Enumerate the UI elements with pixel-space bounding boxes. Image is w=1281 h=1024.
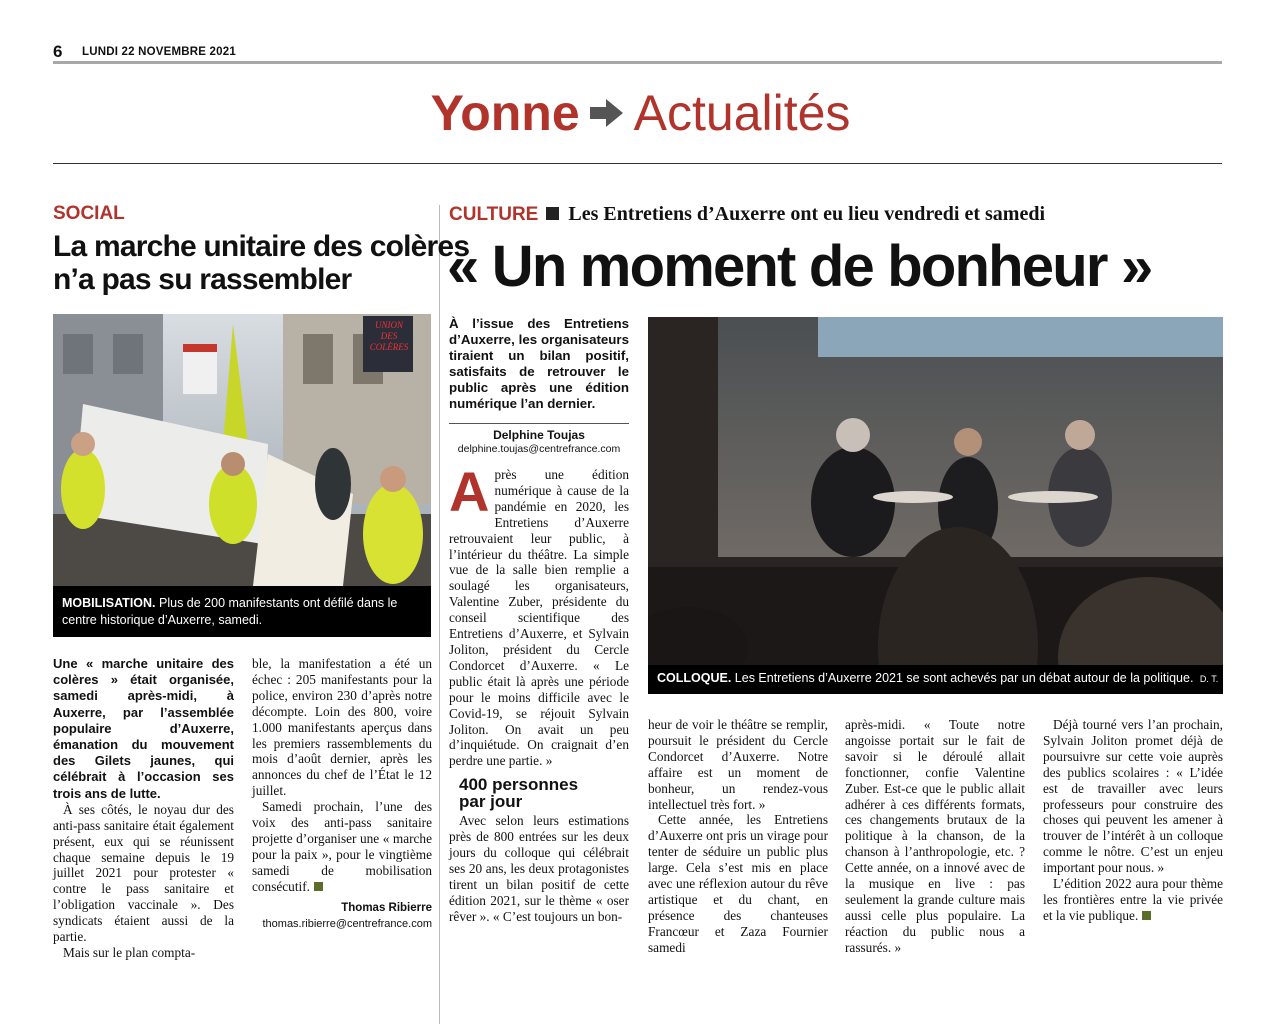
left-caption-text: Plus de 200 manifestants ont défilé dans le centre historique d’Auxerre, samedi.	[62, 596, 398, 627]
left-title-line1: La marche unitaire des colères	[53, 230, 470, 263]
right-kicker-row	[449, 203, 1045, 226]
page-number: 6	[53, 42, 63, 61]
left-photo-demonstration	[53, 314, 431, 586]
right-col4-p2-wrap	[1043, 876, 1223, 924]
right-col2-p2: Cette année, les Entretiens d’Auxerre ont pris un virage pour tenter de séduire un public plus large. Cela s’est mis en place avec une réflexion autour du rêve artistique et du chant, en présence des chanteuses Francœur et Zaza Fournier samedi	[648, 812, 828, 955]
header-bottom-rule	[53, 163, 1222, 164]
left-col2-p2: Samedi prochain, l’une des voix des anti-pass sanitaire projette d’organiser une « marche pour la paix », pour le vingtième samedi de mobilisation consécutif.	[252, 799, 432, 894]
right-col1-p2: Avec selon leurs estimations près de 800 entrées sur les deux jours du colloque qui célébrait ses 20 ans, les deux protagonistes tirent un bilan positif de cette édition 2021, sur le thème « oser rêver ». « C’est toujours un bon-	[449, 813, 629, 924]
left-lead: Une « marche unitaire des colères » était organisée, samedi après-midi, à Auxerre, par l’assemblée populaire d’Auxerre, émanation du mouvement des Gilets jaunes, qui célébrait à l’occasion ses trois ans de lutte.	[53, 656, 234, 801]
left-photo-caption	[53, 586, 431, 637]
left-col1-p2: Mais sur le plan compta-	[63, 944, 196, 960]
left-column-2	[252, 656, 432, 932]
byline-rule	[449, 423, 629, 424]
right-col4-p2: L’édition 2022 aura pour thème les frontières entre la vie privée et la vie publique.	[1043, 876, 1223, 923]
dropcap-letter: A	[449, 460, 490, 523]
right-email: delphine.toujas@centrefrance.com	[457, 443, 621, 455]
right-caption-credit: D. T.	[1199, 674, 1219, 684]
right-column-2	[648, 717, 828, 956]
right-column-1	[449, 460, 629, 925]
right-kicker-text: Les Entretiens d’Auxerre ont eu lieu vendredi et samedi	[568, 203, 1045, 225]
right-caption-label: COLLOQUE.	[657, 671, 732, 685]
right-kicker: CULTURE	[449, 204, 539, 225]
left-author: Thomas Ribierre	[341, 901, 432, 914]
header-top-rule	[53, 61, 1222, 64]
column-divider	[439, 205, 440, 1024]
left-col2-p1: ble, la manifestation a été un échec : 205 manifestants pour la police, environ 230 d’après notre décompte. Loin des 800, voire 1.000 manifestants aperçus dans les premiers rassemblements du mois d’août dernier, après les annonces du chef de l’État le 12 juillet.	[252, 656, 432, 799]
left-caption-label: MOBILISATION.	[62, 596, 156, 610]
page-date: LUNDI 22 NOVEMBRE 2021	[82, 46, 236, 58]
left-col2-p2-wrap	[252, 799, 432, 894]
right-caption-text: Les Entretiens d’Auxerre 2021 se sont achevés par un débat autour de la politique.	[734, 671, 1194, 685]
section-main: Yonne	[430, 85, 580, 141]
kicker-square-icon	[546, 207, 559, 220]
arrow-right-icon	[590, 98, 624, 128]
left-kicker: SOCIAL	[53, 203, 125, 224]
right-photo-colloque	[648, 317, 1223, 665]
right-col1-p1: près une édition numérique à cause de la pandémie en 2020, les Entretiens d’Auxerre retrouvaient leur public, à l’intérieur du théâtre. La simple vue de la salle bien remplie a soulagé les organisateurs, Valentine Zuber, présidente du conseil scientifique des Entretiens d’Auxerre, et Sylvain Joliton, président du Cercle Condorcet d’Auxerre. « Le public était là après une période pour le moins difficile avec le Covid-19, se réjouit Sylvain Joliton. On avait un peu d’inquiétude. On craignait d’en perdre une partie. »	[449, 467, 629, 769]
right-subhead-line1: 400 personnes	[459, 775, 579, 795]
end-square-icon	[314, 882, 323, 891]
left-column-1	[53, 656, 234, 961]
right-photo-caption	[648, 665, 1223, 694]
right-subhead-line2: par jour	[459, 792, 523, 812]
section-sub: Actualités	[633, 85, 851, 141]
section-banner	[0, 84, 1281, 142]
left-title	[53, 230, 469, 296]
right-author: Delphine Toujas	[493, 428, 585, 442]
left-email: thomas.ribierre@centrefrance.com	[262, 917, 432, 930]
end-square-icon	[1142, 911, 1151, 920]
right-col4-p1: Déjà tourné vers l’an prochain, Sylvain Joliton promet déjà de poursuivre sur cette voie auprès des publics scolaires : « L’idée est de travailler avec leurs professeurs pour construire des choses qui peuvent les amener à trouver de l’intérêt à un colloque comme le nôtre. C’est un enjeu important pour nous. »	[1043, 717, 1223, 876]
photo-sign-text: UNION DES COLÈRES	[369, 320, 409, 352]
right-column-4	[1043, 717, 1223, 924]
right-col2-p1: heur de voir le théâtre se remplir, poursuit le président du Cercle Condorcet d’Auxerre. Notre affaire est un moment de bonheur, un rendez-vous intellectuel très fort. »	[648, 717, 828, 812]
right-chapo: À l’issue des Entretiens d’Auxerre, les organisateurs tiraient un bilan positif, satisfaits de retrouver le public après une édition numérique l’an dernier.	[449, 316, 629, 411]
right-title: « Un moment de bonheur »	[447, 234, 1152, 299]
left-title-line2: n’a pas su rassembler	[53, 263, 352, 296]
right-subhead	[459, 776, 629, 810]
right-col3-p1: après-midi. « Toute notre angoisse portait sur le fait de savoir si le déroulé allait fonctionner, confie Valentine Zuber. Est-ce que le public allait adhérer à ces différents formats, ces changements brutaux de la politique à la chanson, de la chanson à l’anthropologie, etc. ? Cette année, on a innové avec de la musique en live : pas seulement la grande culture mais aussi celle plus populaire. La réaction du public nous a rassurés. »	[845, 717, 1025, 955]
left-col1-p1: À ses côtés, le noyau dur des anti-pass sanitaire était également présent, eux qui se réunissent chaque semaine depuis le 19 juillet 2021 pour protester « contre le pass sanitaire et l’obligation vaccinale ». Des syndicats étaient aussi de la partie.	[53, 801, 234, 945]
right-col1-p1-wrap	[449, 460, 629, 769]
right-column-3	[845, 717, 1025, 956]
